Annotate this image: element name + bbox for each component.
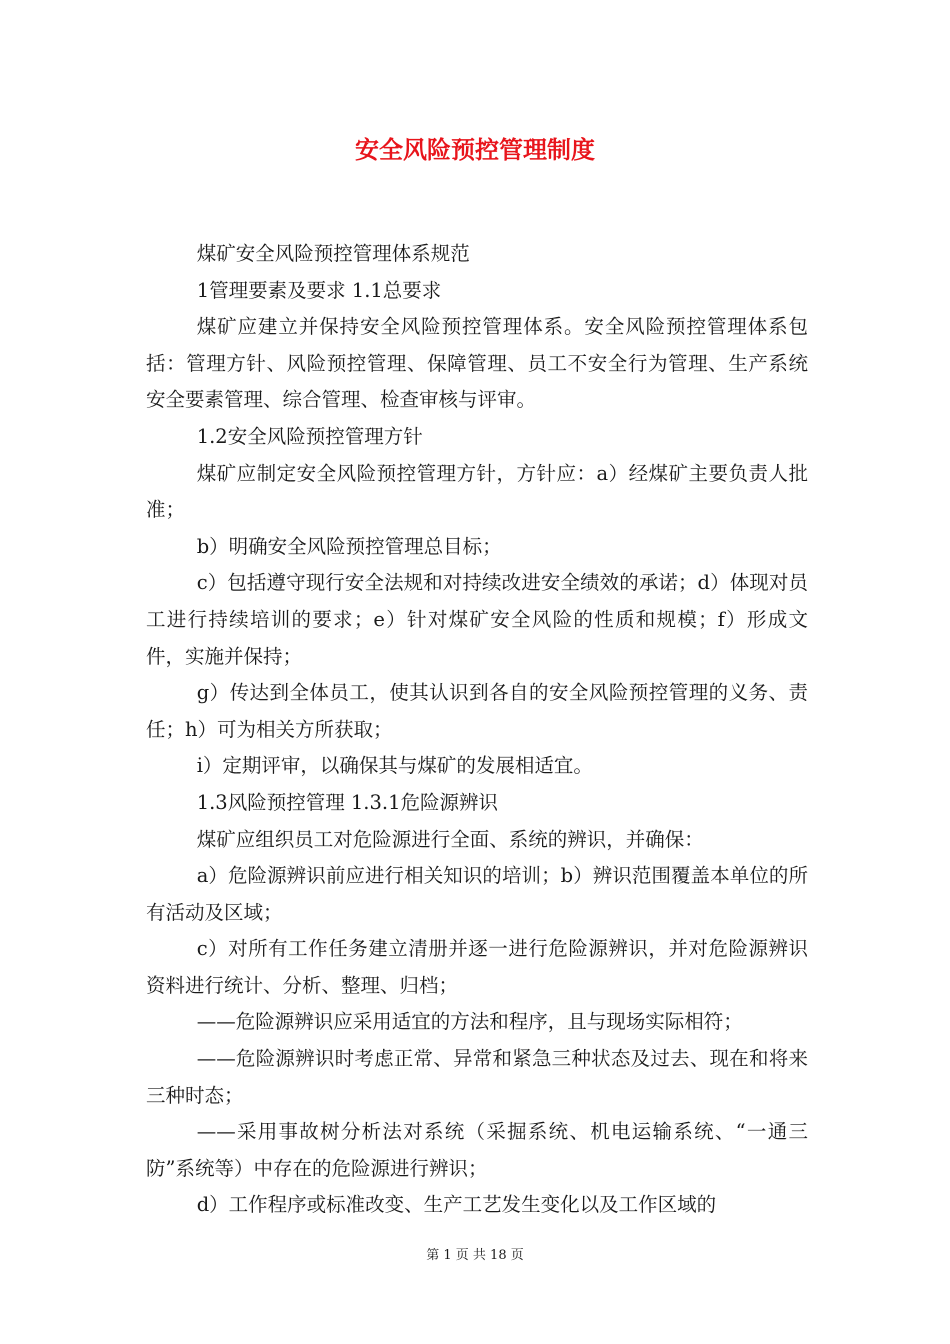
paragraph: b）明确安全风险预控管理总目标； [196, 534, 502, 558]
paragraph: 煤矿应建立并保持安全风险预控管理体系。安全风险预控管理体系包括：管理方针、风险预控管理、保障管理、员工不安全行为管理、生产系统安全要素管理、综合管理、检查审核与评审。 [146, 315, 808, 412]
page-number-footer: 第 1 页 共 18 页 [426, 1248, 524, 1263]
paragraph: 1管理要素及要求 1.1总要求 [196, 278, 442, 302]
paragraph: i）定期评审，以确保其与煤矿的发展相适宜。 [196, 754, 593, 778]
paragraph: 煤矿应组织员工对危险源进行全面、系统的辨识，并确保： [196, 827, 704, 851]
document-title: 安全风险预控管理制度 [355, 135, 595, 164]
paragraph: ——危险源辨识应采用适宜的方法和程序，且与现场实际相符； [196, 1010, 743, 1034]
paragraph: ——采用事故树分析法对系统（采掘系统、机电运输系统、“一通三防”系统等）中存在的危险源进行辨识； [146, 1120, 808, 1180]
document-body [146, 236, 808, 1224]
paragraph: 1.2安全风险预控管理方针 [196, 424, 423, 448]
paragraph: a）危险源辨识前应进行相关知识的培训；b）辨识范围覆盖本单位的所有活动及区域； [146, 864, 808, 924]
paragraph: ——危险源辨识时考虑正常、异常和紧急三种状态及过去、现在和将来三种时态； [146, 1047, 808, 1107]
paragraph: c）对所有工作任务建立清册并逐一进行危险源辨识，并对危险源辨识资料进行统计、分析、整理、归档； [146, 937, 808, 997]
paragraph: g）传达到全体员工，使其认识到各自的安全风险预控管理的义务、责任；h）可为相关方所获取； [146, 681, 808, 741]
paragraph: 1.3风险预控管理 1.3.1危险源辨识 [196, 790, 499, 814]
paragraph: 煤矿应制定安全风险预控管理方针，方针应：a）经煤矿主要负责人批准； [146, 461, 808, 522]
paragraph: c）包括遵守现行安全法规和对持续改进安全绩效的承诺；d）体现对员工进行持续培训的要求；e）针对煤矿安全风险的性质和规模；f）形成文件，实施并保持； [146, 571, 808, 668]
paragraph: d）工作程序或标准改变、生产工艺发生变化以及工作区域的 [196, 1193, 717, 1217]
paragraph: 煤矿安全风险预控管理体系规范 [196, 242, 470, 265]
